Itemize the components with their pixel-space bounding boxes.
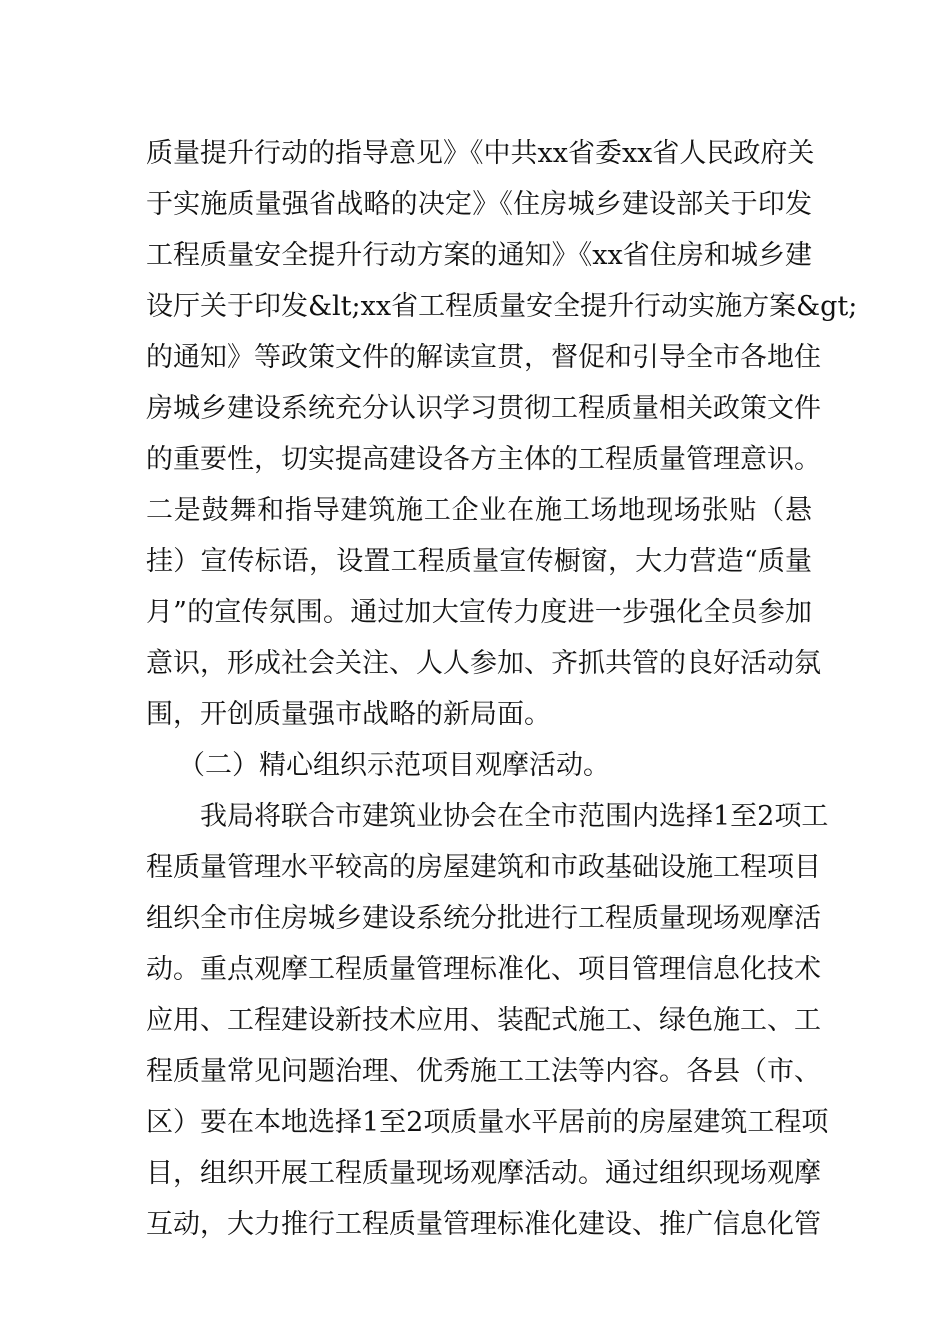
- text-line: 房城乡建设系统充分认识学习贯彻工程质量相关政策文件: [146, 393, 821, 424]
- text-line: 我局将联合市建筑业协会在全市范围内选择1至2项工: [200, 801, 829, 832]
- text-line: 质量提升行动的指导意见》《中共xx省委xx省人民政府关: [146, 138, 815, 169]
- text-line: 于实施质量强省战略的决定》《住房城乡建设部关于印发: [146, 189, 812, 220]
- text-line: 工程质量安全提升行动方案的通知》《xx省住房和城乡建: [146, 240, 812, 271]
- text-line: 的通知》等政策文件的解读宣贯，督促和引导全市各地住: [146, 342, 821, 373]
- text-line: 应用、工程建设新技术应用、装配式施工、绿色施工、工: [146, 1005, 821, 1036]
- text-line: 组织全市住房城乡建设系统分批进行工程质量现场观摩活: [146, 903, 821, 934]
- text-line: 互动，大力推行工程质量管理标准化建设、推广信息化管: [146, 1209, 821, 1240]
- text-line: 程质量管理水平较高的房屋建筑和市政基础设施工程项目: [146, 852, 821, 883]
- text-line: 意识，形成社会关注、人人参加、齐抓共管的良好活动氛: [146, 648, 821, 679]
- text-line: 挂）宣传标语，设置工程质量宣传橱窗，大力营造“质量: [146, 546, 812, 577]
- text-line: 动。重点观摩工程质量管理标准化、项目管理信息化技术: [146, 954, 821, 985]
- text-line: 二是鼓舞和指导建筑施工企业在施工场地现场张贴（悬: [146, 495, 812, 526]
- text-line: 目，组织开展工程质量现场观摩活动。通过组织现场观摩: [146, 1158, 821, 1189]
- text-line: 的重要性，切实提高建设各方主体的工程质量管理意识。: [146, 444, 821, 475]
- text-line: 设厅关于印发&lt;xx省工程质量安全提升行动实施方案&gt;: [146, 291, 858, 322]
- text-line: 程质量常见问题治理、优秀施工工法等内容。各县（市、: [146, 1056, 821, 1087]
- text-line: 区）要在本地选择1至2项质量水平居前的房屋建筑工程项: [146, 1107, 829, 1138]
- text-line: 围，开创质量强市战略的新局面。: [146, 699, 551, 730]
- text-line: 月”的宣传氛围。通过加大宣传力度进一步强化全员参加: [146, 597, 812, 628]
- section-heading: （二）精心组织示范项目观摩活动。: [178, 750, 610, 781]
